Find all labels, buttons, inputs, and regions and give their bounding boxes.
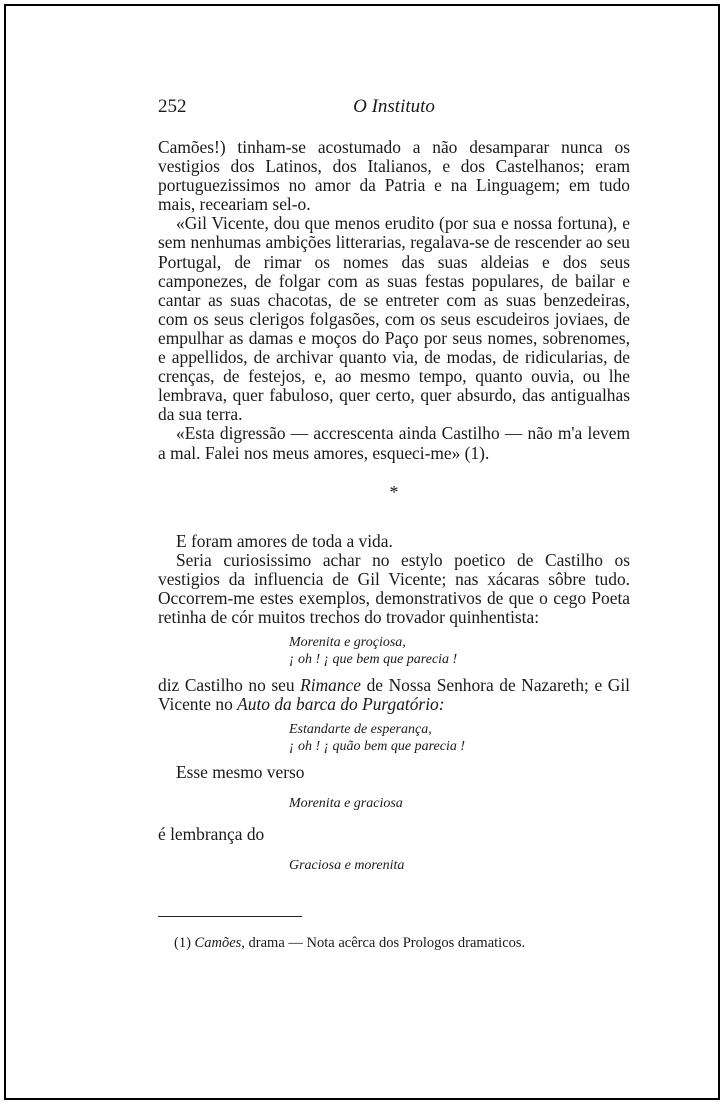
page-number: 252 xyxy=(158,96,187,117)
verse-line: Graciosa e morenita xyxy=(289,858,405,874)
footnote-text: drama — Nota acêrca dos Prologos dramaticos. xyxy=(244,935,526,951)
body-text xyxy=(158,138,630,883)
footnote-rule xyxy=(158,916,302,917)
paragraph-3: «Esta digressão — accrescenta ainda Castilho — não m'a levem a mal. Falei nos meus amores, esqueci-me» (1). xyxy=(158,423,630,463)
page-header xyxy=(158,96,630,120)
paragraph-6-start: diz Castilho no seu xyxy=(158,675,301,696)
work-title-rimance: Rimance xyxy=(300,675,361,696)
paragraph-5: Seria curiosissimo achar no estylo poetico de Castilho os vestigios da influencia de Gil Vicente; nas xácaras sôbre tudo. Occorrem-me estes exemplos, demonstrativos de que o cego Poeta retinha de cór muitos trechos do trovador quinhentista: xyxy=(158,549,630,628)
paragraph-2: «Gil Vicente, dou que menos erudito (por sua e nossa fortuna), e sem nenhumas ambições litterarias, regalava-se de rescender ao seu Portugal, de rimar os nomes das suas aldeias e dos seus camponezes, de folgar com as suas festas populares, de bailar e cantar as suas chacotas, de se entreter com as suas benzedeiras, com os seus clerigos folgasões, com os seus escudeiros joviaes, de empulhar as damas e moços do Paço por seus nomes, sobrenomes, e appellidos, de archivar quanto via, de modas, de ridicularias, de crenças, de festejos, e, ao mesmo tempo, quanto ouvia, ou lhe lembrava, quer fabuloso, quer certo, quer absurdo, das antigualhas da sua terra. xyxy=(158,213,630,425)
verse-quote-2 xyxy=(289,722,630,755)
verse-quote-1 xyxy=(289,635,630,668)
paragraph-8: é lembrança do xyxy=(158,823,265,844)
paragraph-6 xyxy=(158,676,630,714)
paragraph-4: E foram amores de toda a vida. xyxy=(176,530,393,551)
verse-quote-3 xyxy=(289,796,630,813)
footnote-marker: (1) xyxy=(174,935,195,951)
footnote xyxy=(174,935,634,952)
paragraph-7: Esse mesmo verso xyxy=(176,762,305,783)
running-title: O Instituto xyxy=(353,96,435,117)
paragraph-6-mid: de Nossa Senhora de Nazareth; e Gil Vicente no xyxy=(158,675,630,715)
footnote-title: Camões, xyxy=(194,935,245,951)
verse-quote-4 xyxy=(289,858,630,875)
verse-line: Estandarte de esperança, xyxy=(289,722,432,738)
work-title-auto: Auto da barca do Purgatório: xyxy=(237,694,445,715)
section-divider-asterisk: * xyxy=(389,481,399,502)
verse-line: Morenita e graciosa xyxy=(289,796,403,812)
verse-line: ¡ oh ! ¡ quão bem que parecia ! xyxy=(289,738,466,754)
verse-line: Morenita e groçiosa, xyxy=(289,635,406,651)
paragraph-1: Camões!) tinham-se acostumado a não desamparar nunca os vestigios dos Latinos, dos Italianos, e dos Castelhanos; eram portuguezissimos no amor da Patria e na Linguagem; em tudo mais, receariam sel-o. xyxy=(158,137,630,215)
verse-line: ¡ oh ! ¡ que bem que parecia ! xyxy=(289,651,458,667)
